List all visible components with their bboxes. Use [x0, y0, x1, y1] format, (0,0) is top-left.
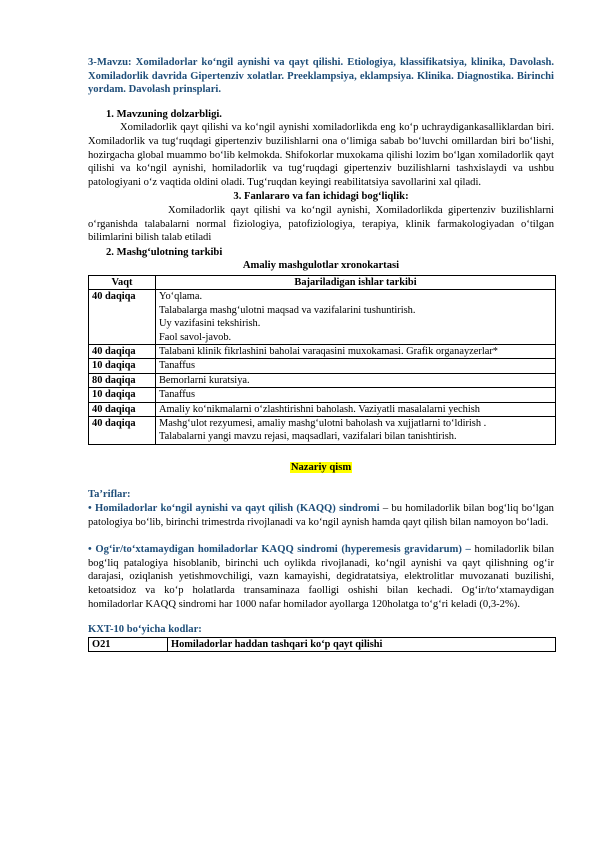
section-3-heading: 3. Fanlararo va fan ichidagi bog‘liqlik: — [233, 191, 409, 203]
code-description: Homiladorlar haddan tashqari ko‘p qayt qilishi — [168, 637, 556, 651]
document-page — [88, 56, 554, 652]
schedule-task-line: Yo‘qlama. — [159, 291, 203, 303]
definition-term: Homiladorlar ko‘ngil aynishi va qayt qilish (KAQQ) sindromi — [95, 502, 380, 514]
schedule-row — [89, 402, 556, 416]
schedule-task-line: Tanaffus — [159, 389, 196, 401]
schedule-row — [89, 344, 556, 358]
code-row — [89, 637, 556, 651]
schedule-tasks — [156, 290, 556, 345]
schedule-time: 80 daqiqa — [89, 373, 156, 387]
schedule-time: 40 daqiqa — [89, 290, 156, 345]
definitions-list — [88, 502, 554, 611]
definition-text: – bu homiladorlik bilan bog‘liq bo‘lgan patologiya bo‘lib, birinchi trimestrda rivojlanadi va ko‘ngil aynish hamda qayt qilish bilan namoyon bo‘ladi. — [88, 502, 554, 528]
schedule-row — [89, 416, 556, 444]
schedule-time: 40 daqiqa — [89, 416, 156, 444]
schedule-row — [89, 290, 556, 345]
schedule-tasks — [156, 416, 556, 444]
definitions-heading: Ta’riflar: — [88, 489, 131, 501]
schedule-subheading: Amaliy mashgulotlar xronokartasi — [242, 260, 400, 272]
definition-text: homiladorlik bilan bog‘liq patalogiya hisoblanib, birinchi uch oylikda rivojlanadi, ko‘ngil aynishi va qayt qilishning og‘ir darajasi, oziqlanish yetishmovchiligi, vazn kamayishi, degidratatsiya, elektrolitlar muvozanati buzilishi, ketoatsidoz va ko‘p holatlarda transaminaza faolligi oshishi bilan kechadi. Og‘ir/to‘xtamaydigan homiladorlar KAQQ sindromi har 1000 nafar homilador ayollarga 120holatga to‘g‘ri keladi (0,3-2%). — [88, 544, 554, 610]
schedule-tasks — [156, 359, 556, 373]
schedule-tasks — [156, 402, 556, 416]
codes-heading: KXT-10 bo‘yicha kodlar: — [88, 624, 202, 636]
schedule-task-line: Talabani klinik fikrlashini baholai varaqasini muxokamasi. Grafik organayzerlar* — [159, 345, 498, 357]
schedule-task-line: Amaliy ko‘nikmalarni o‘zlashtirishni baholash. Vaziyatli masalalarni yechish — [159, 403, 480, 415]
codes-table — [88, 637, 556, 652]
schedule-task-line: Faol savol-javob. — [159, 331, 232, 343]
schedule-time: 10 daqiqa — [89, 359, 156, 373]
schedule-row — [89, 388, 556, 402]
schedule-task-line: Uy vazifasini tekshirish. — [159, 318, 261, 330]
definition-item — [88, 543, 554, 611]
section-1-heading: 1. Mavzuning dolzarbligi. — [106, 108, 222, 120]
schedule-row — [89, 373, 556, 387]
schedule-task-line: Bemorlarni kuratsiya. — [159, 374, 250, 386]
section-1-body: Xomiladorlik qayt qilishi va ko‘ngil aynishi xomiladorlikda eng ko‘p uchraydigankasalliklardan biri. Xomiladorlik va tug‘ruqdagi gipertenziv buzilishlarni ona o‘limiga sabab bo‘luvchi omillardan biri bo‘lishi, hozirgacha global muammo bo‘lib kelmokda. Shifokorlar muxokama qilishi lozim bo‘lgan xomiladorlik qayt qilishi va ko‘ngil aynishi, homiladorlik va tug‘ruqdagi gipertenziv buzilishlarni tashxislaydi va ushbu patologiyani o‘z vaqtida oldini oladi. Tug‘ruqdan keyingi reabilitatsiya savollarini xal qiladi. — [88, 122, 554, 188]
section-2-heading: 2. Mashg‘ulotning tarkibi — [106, 246, 223, 258]
definition-item — [88, 502, 554, 529]
schedule-tasks — [156, 373, 556, 387]
schedule-tasks — [156, 344, 556, 358]
schedule-task-line: Tanaffus — [159, 360, 196, 372]
schedule-task-line: Talabalarga mashg‘ulotni maqsad va vazifalarini tushuntirish. — [159, 304, 416, 316]
schedule-row — [89, 359, 556, 373]
schedule-time: 10 daqiqa — [89, 388, 156, 402]
bullet-icon: • — [88, 544, 92, 556]
schedule-table — [88, 275, 556, 445]
document-title: 3-Mavzu: Xomiladorlar ko‘ngil aynishi va qayt qilishi. Etiologiya, klassifikatsiya, klinika, Davolash. Xomiladorlik davrida Gipertenziv xolatlar. Preeklampsiya, eklampsiya. Klinika. Diagnostika. Birinchi yordam. Davolash prinsplari. — [88, 57, 554, 96]
bullet-icon: • — [88, 502, 92, 514]
schedule-tasks — [156, 388, 556, 402]
section-3-body: Xomiladorlik qayt qilishi va ko‘ngil aynishi, Xomiladorlikda gipertenziv buzilishlarni o‘rganishda talabalarni normal fiziologiya, patofiziologiya, terapiya, klinik farmakologiyadan o‘tilgan bilimlarini bilish talab etiladi — [88, 204, 554, 244]
theory-heading: Nazariy qism — [290, 461, 352, 473]
schedule-col-tasks: Bajariladigan ishlar tarkibi — [156, 275, 556, 289]
schedule-time: 40 daqiqa — [89, 402, 156, 416]
code-value: O21 — [89, 637, 168, 651]
schedule-task-line: Talabalarni yangi mavzu rejasi, maqsadlari, vazifalari bilan tanishtirish. — [159, 431, 457, 443]
definition-term: Og‘ir/to‘xtamaydigan homiladorlar KAQQ sindromi (hyperemesis gravidarum) – — [95, 544, 471, 556]
schedule-col-time: Vaqt — [89, 275, 156, 289]
schedule-time: 40 daqiqa — [89, 344, 156, 358]
schedule-task-line: Mashg‘ulot rezyumesi, amaliy mashg‘ulotni baholash va xujjatlarni to‘ldirish . — [159, 417, 487, 429]
